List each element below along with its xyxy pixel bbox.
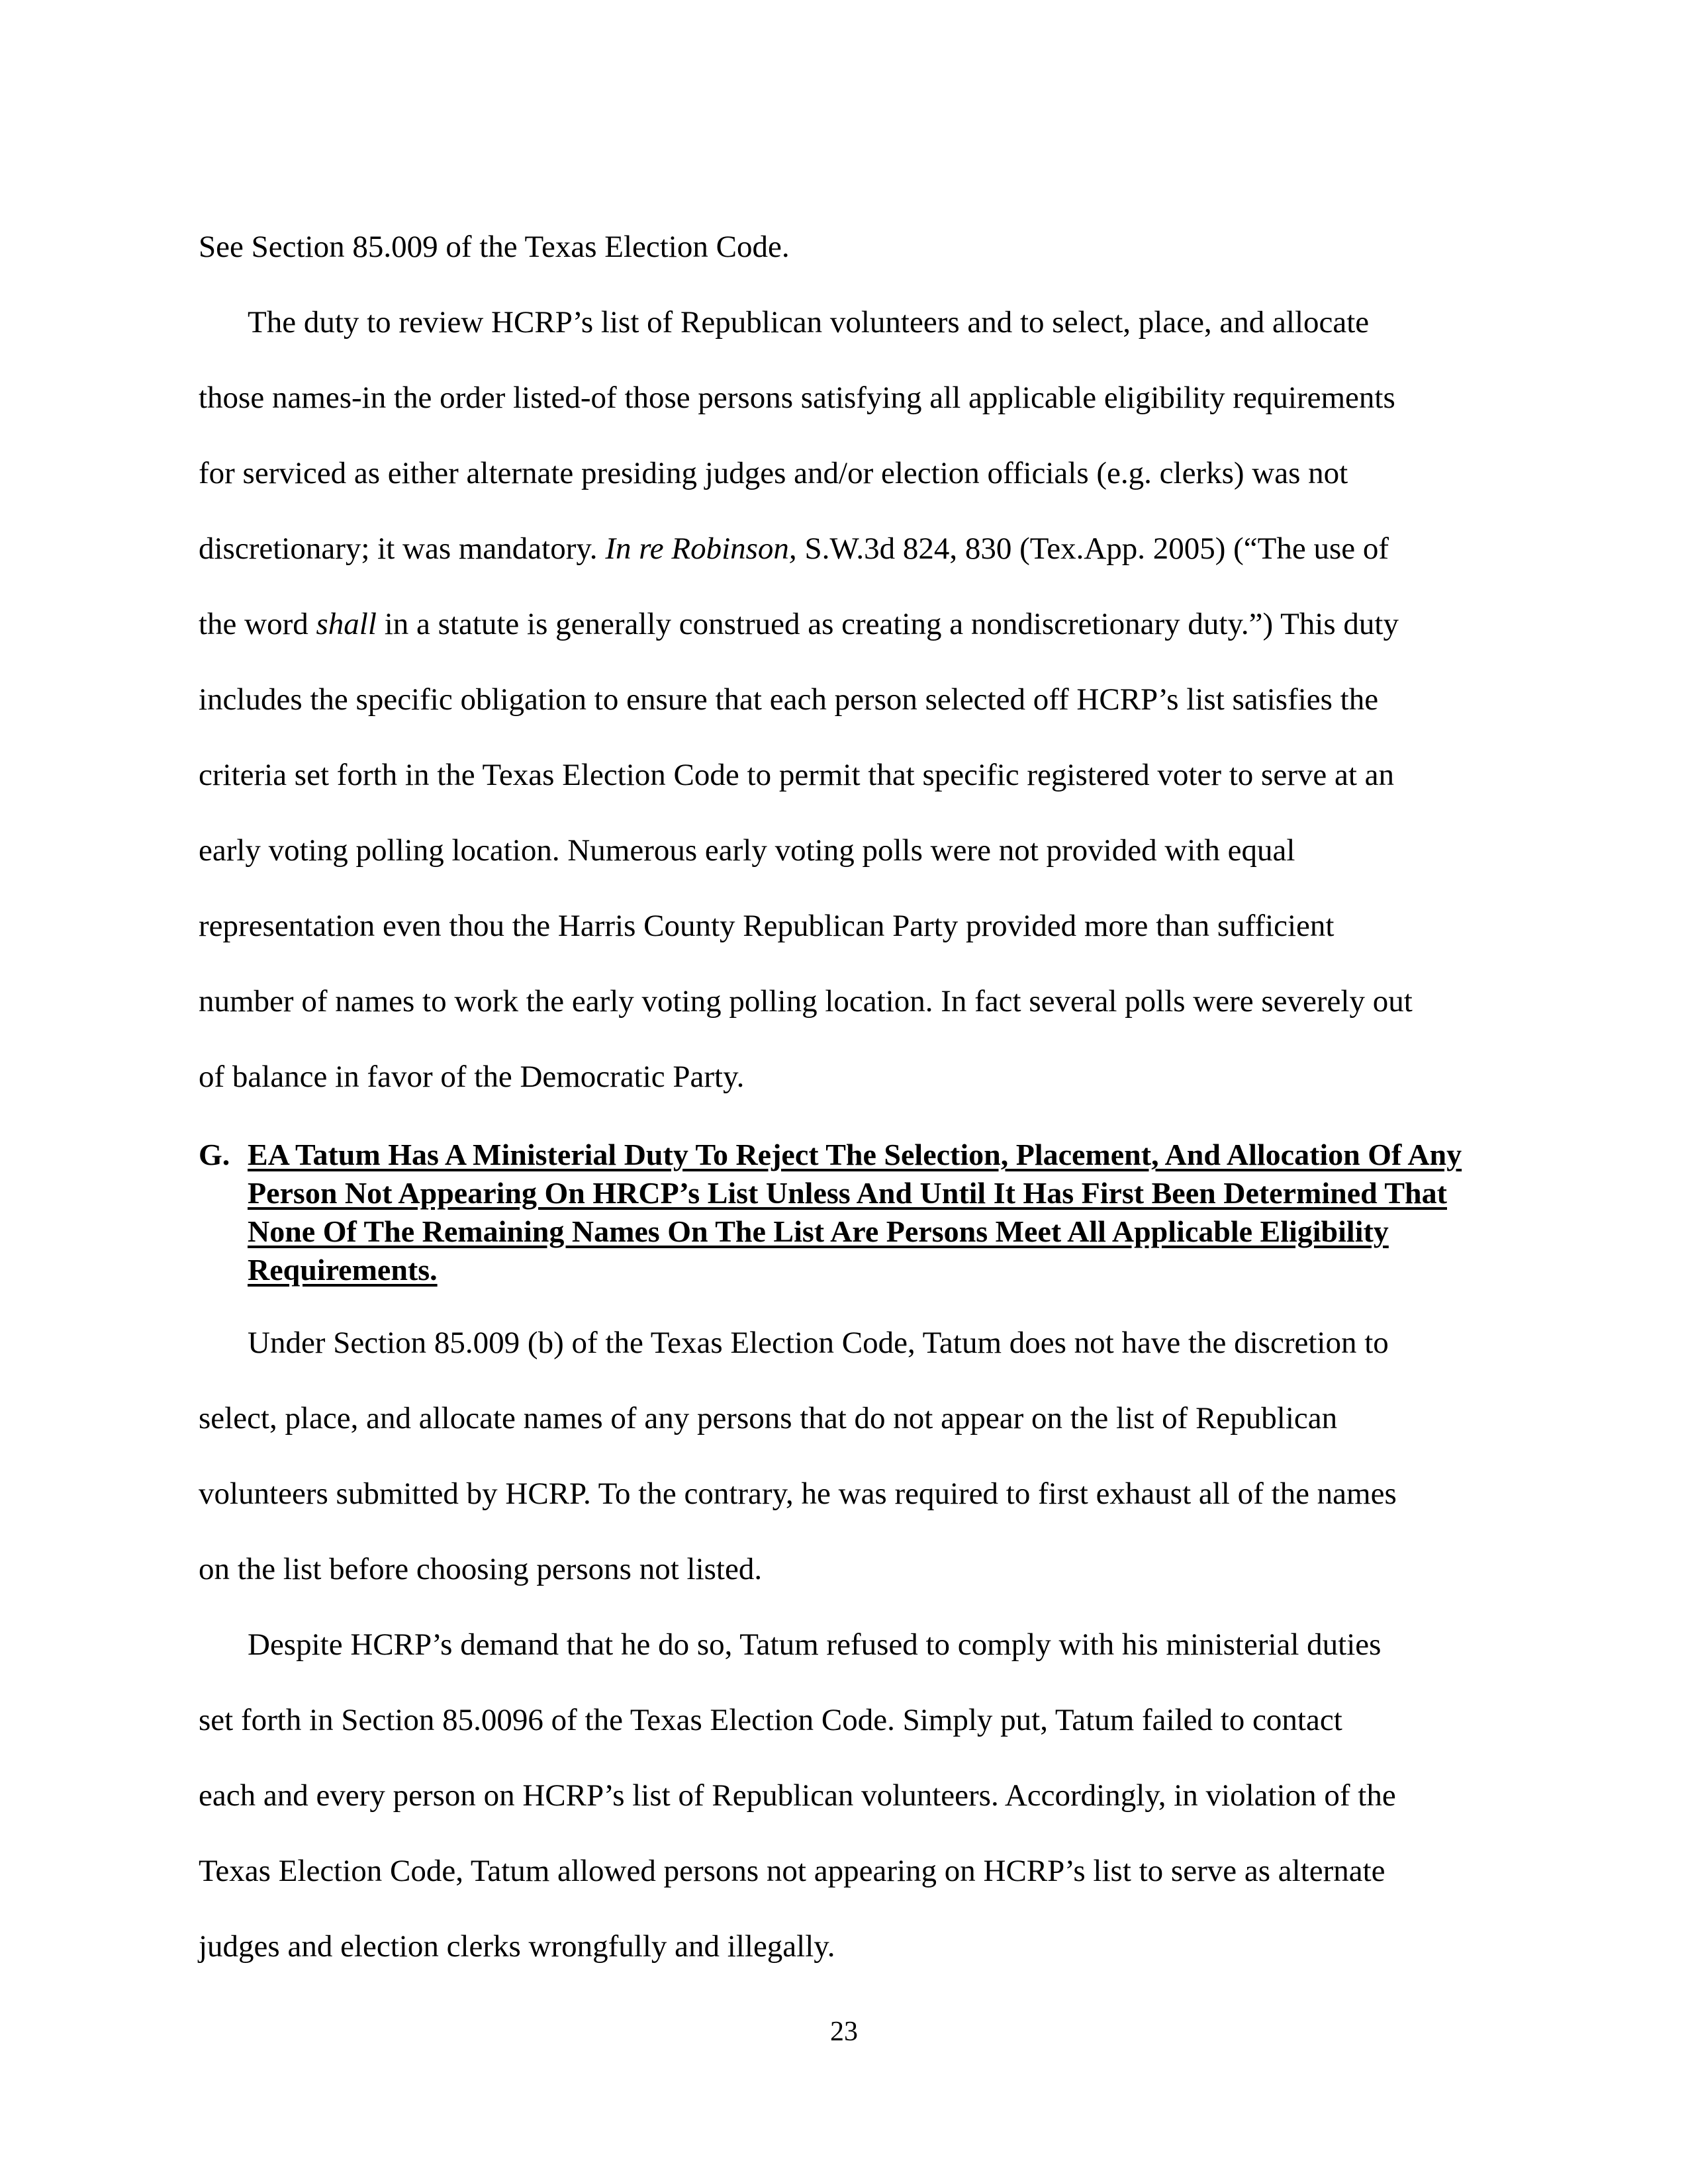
body-line: includes the specific obligation to ensure that each person selected off HCRP’s list satisfies the xyxy=(199,682,1379,717)
body-line: select, place, and allocate names of any persons that do not appear on the list of Republican xyxy=(199,1401,1338,1435)
body-line: set forth in Section 85.0096 of the Texas Election Code. Simply put, Tatum failed to contact xyxy=(199,1703,1342,1737)
text-run: in a statute is generally construed as creating a nondiscretionary duty.”) This duty xyxy=(376,607,1399,641)
section-title: EA Tatum Has A Ministerial Duty To Reject The Selection, Placement, And Allocation Of Any Person Not Appearing On HRCP’s List Unless And Until It Has First Been Determined That None Of The Remaining Names On The List Are Persons Meet All Applicable Eligibility Requirements. xyxy=(248,1138,1462,1287)
body-line: judges and election clerks wrongfully and illegally. xyxy=(199,1929,835,1964)
body-line: those names-in the order listed-of those persons satisfying all applicable eligibility requirements xyxy=(199,381,1395,415)
body-line: See Section 85.009 of the Texas Election Code. xyxy=(199,230,790,264)
body-line: of balance in favor of the Democratic Party. xyxy=(199,1060,745,1094)
body-line: The duty to review HCRP’s list of Republican volunteers and to select, place, and allocate xyxy=(248,305,1370,340)
body-line: on the list before choosing persons not listed. xyxy=(199,1552,763,1586)
emphasis-word: shall xyxy=(316,607,377,641)
body-line xyxy=(199,606,1399,643)
body-line xyxy=(199,530,1389,567)
body-line: Under Section 85.009 (b) of the Texas Election Code, Tatum does not have the discretion to xyxy=(248,1326,1389,1360)
body-line: Texas Election Code, Tatum allowed persons not appearing on HCRP’s list to serve as alternate xyxy=(199,1854,1385,1888)
text-run: S.W.3d 824, 830 (Tex.App. 2005) (“The use of xyxy=(796,531,1389,566)
page-number: 23 xyxy=(830,2017,858,2047)
text-run: the word xyxy=(199,607,316,641)
body-line: volunteers submitted by HCRP. To the contrary, he was required to first exhaust all of the names xyxy=(199,1477,1397,1511)
text-run: discretionary; it was mandatory. xyxy=(199,531,606,566)
body-line: each and every person on HCRP’s list of Republican volunteers. Accordingly, in violation of the xyxy=(199,1778,1396,1813)
section-letter: G. xyxy=(199,1138,230,1171)
body-line: Despite HCRP’s demand that he do so, Tatum refused to comply with his ministerial duties xyxy=(248,1627,1382,1662)
body-line: representation even thou the Harris County Republican Party provided more than sufficient xyxy=(199,909,1335,943)
body-line: for serviced as either alternate presiding judges and/or election officials (e.g. clerks) was not xyxy=(199,456,1348,490)
body-line: criteria set forth in the Texas Election Code to permit that specific registered voter to serve at an xyxy=(199,758,1394,792)
case-citation: In re Robinson, xyxy=(605,531,797,566)
body-line: early voting polling location. Numerous early voting polls were not provided with equal xyxy=(199,833,1295,868)
body-line: number of names to work the early voting polling location. In fact several polls were severely out xyxy=(199,984,1413,1019)
